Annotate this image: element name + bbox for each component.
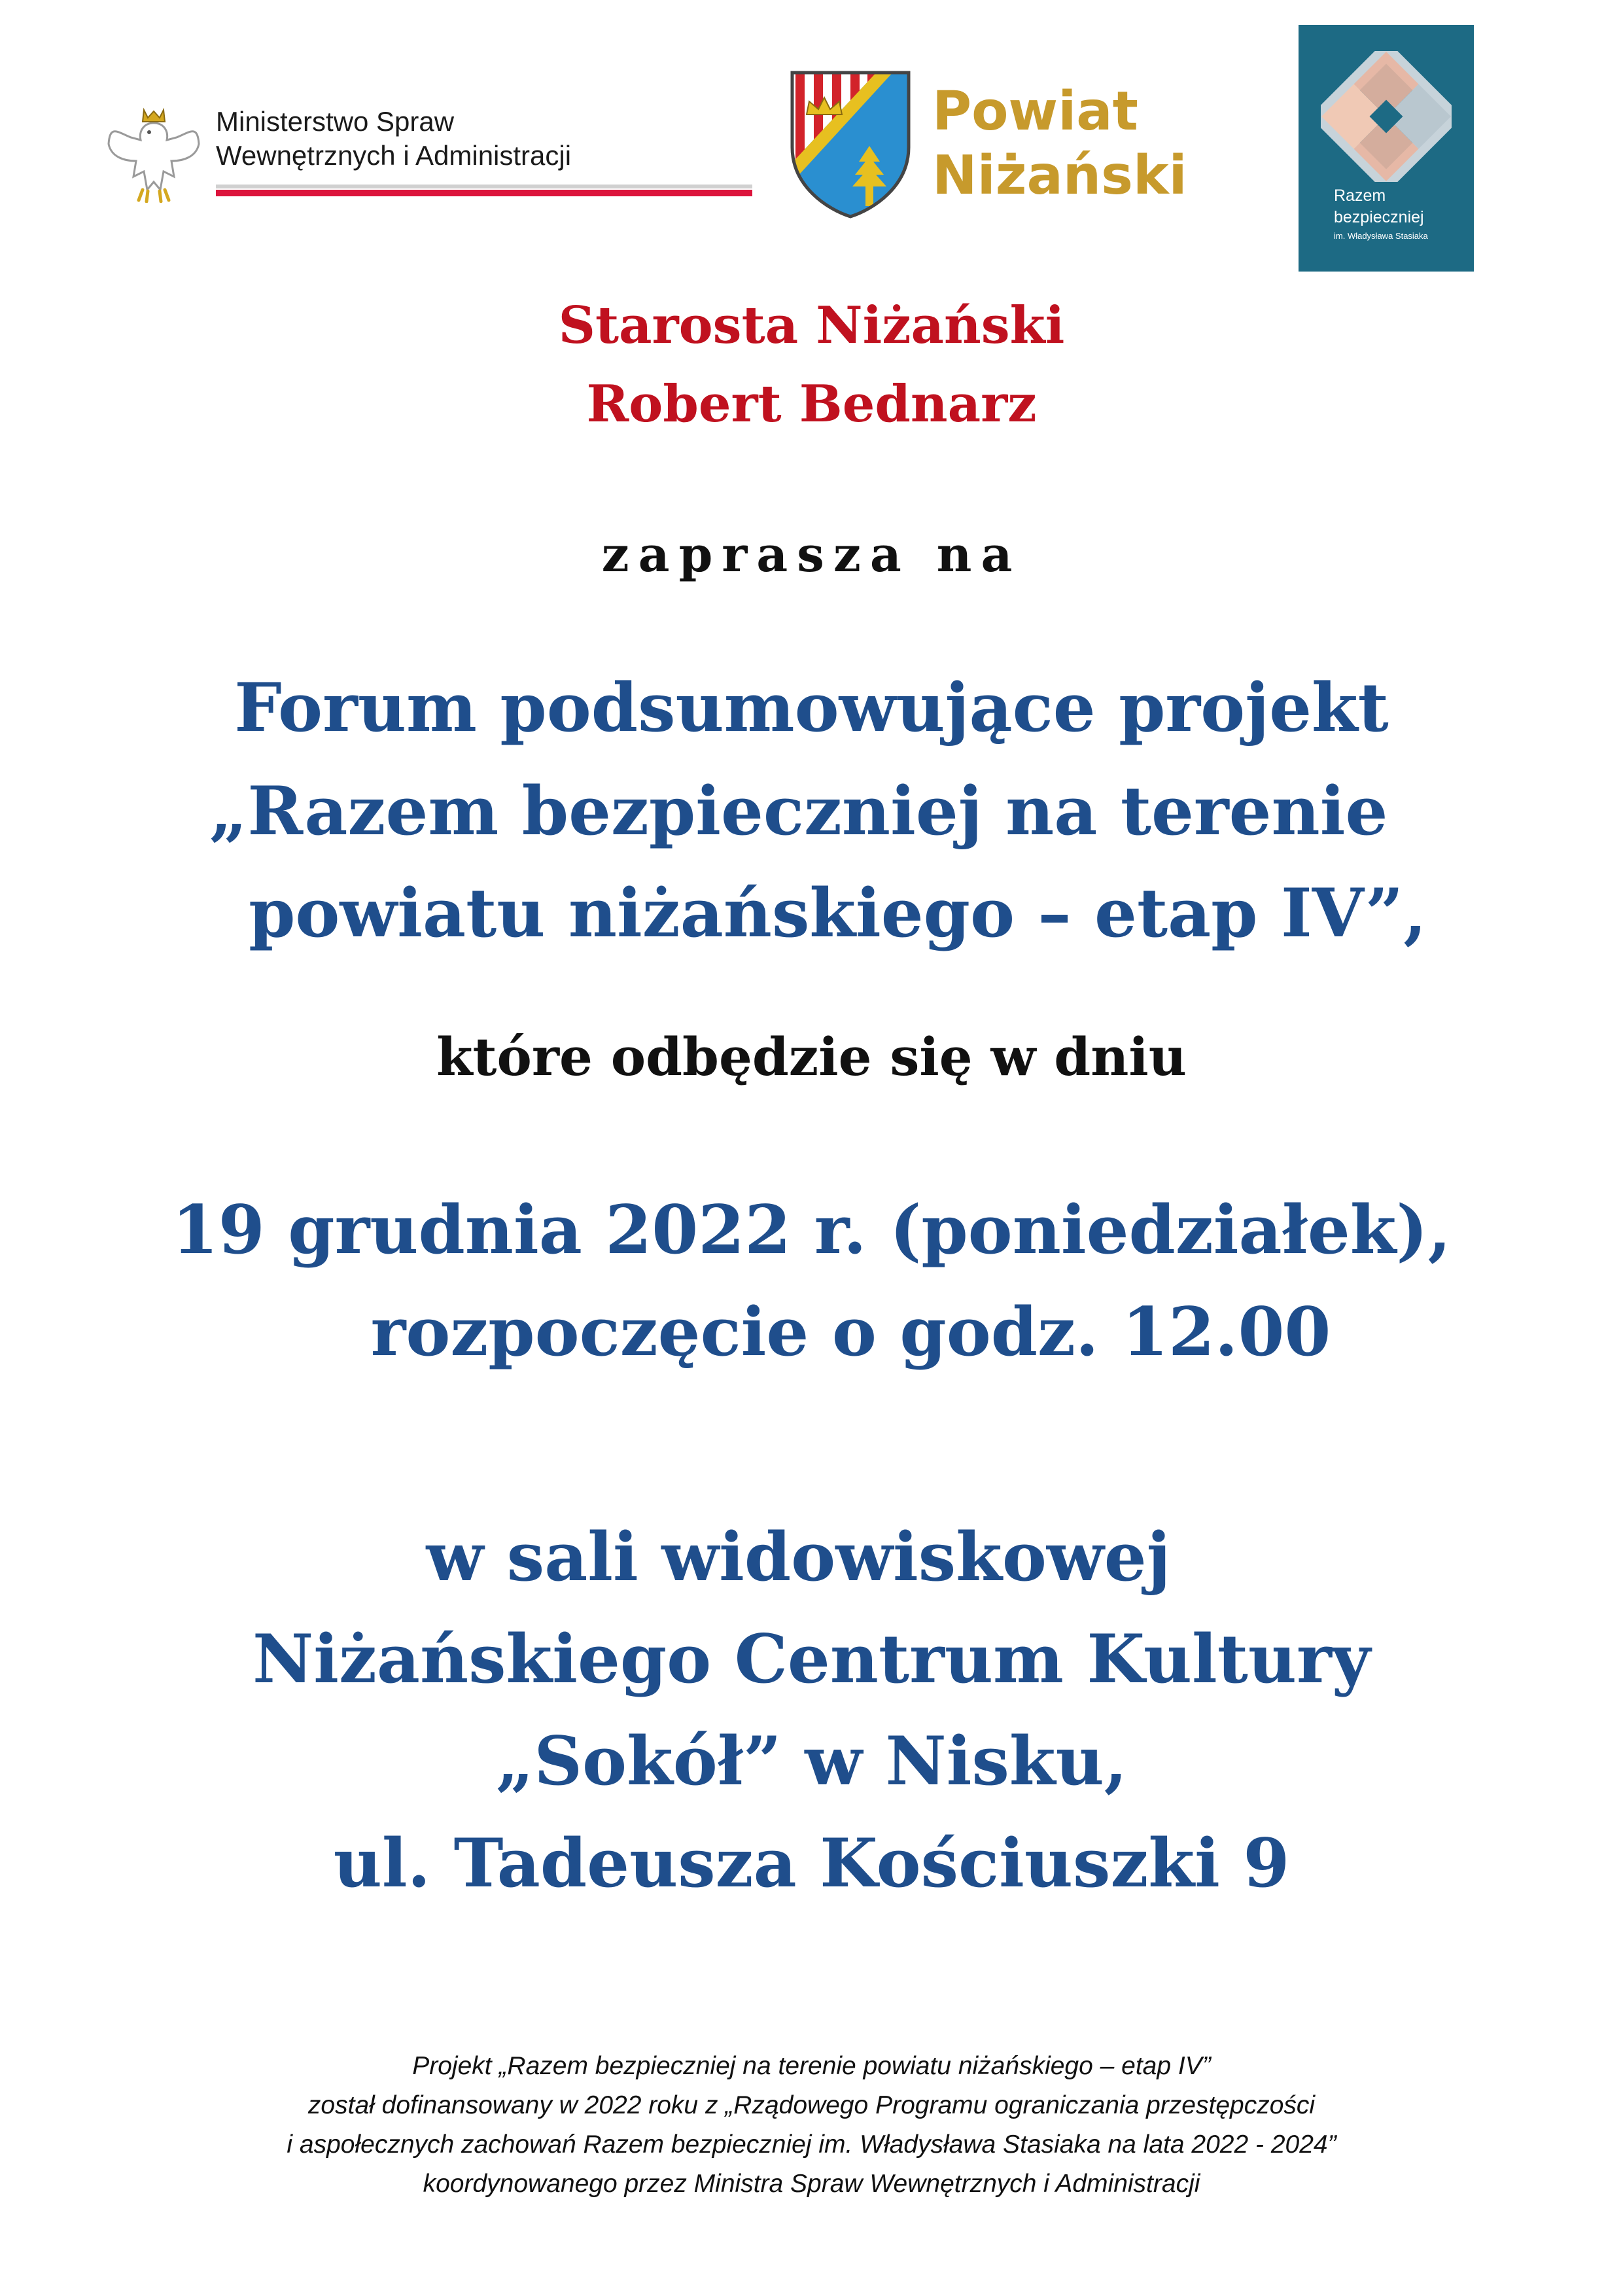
when-intro: które odbędzie się w dniu — [436, 1026, 1187, 1087]
mswia-name-line2: Wewnętrznych i Administracji — [216, 140, 572, 171]
host-title: Starosta Niżański — [558, 296, 1065, 355]
venue-line-1: w sali widowiskowej — [426, 1518, 1171, 1597]
host-name: Robert Bednarz — [586, 374, 1037, 434]
event-line-3: powiatu niżańskiego – etap IV”, — [249, 874, 1427, 953]
venue-line-3: „Sokół” w Nisku, — [495, 1722, 1128, 1801]
powiat-logo — [788, 69, 1187, 219]
event-line-1: Forum podsumowujące projekt — [234, 669, 1389, 747]
venue-line-2: Niżańskiego Centrum Kultury — [252, 1620, 1371, 1699]
powiat-word-line1: Powiat — [932, 80, 1138, 143]
razem-mark-icon — [1321, 51, 1452, 182]
flag-bar-red — [216, 190, 752, 196]
footer-line-1: Projekt „Razem bezpieczniej na terenie powiatu niżańskiego – etap IV” — [412, 2052, 1211, 2080]
razem-name-line2: bezpieczniej — [1334, 208, 1424, 226]
powiat-word-line2: Niżański — [932, 145, 1187, 207]
crest-icon — [788, 69, 913, 219]
razem-bezpieczniej-logo — [1299, 25, 1474, 272]
razem-name-line3: im. Władysława Stasiaka — [1334, 231, 1428, 241]
footer-line-4: koordynowanego przez Ministra Spraw Wewnętrznych i Administracji — [423, 2170, 1200, 2198]
invites-text: zaprasza na — [601, 527, 1022, 583]
mswia-name-line1: Ministerstwo Spraw — [216, 106, 455, 137]
event-line-2: „Razem bezpieczniej na terenie — [209, 772, 1388, 851]
venue-line-4: ul. Tadeusza Kościuszki 9 — [333, 1824, 1290, 1903]
date-line-2: rozpoczęcie o godz. 12.00 — [370, 1293, 1331, 1371]
razem-name-line1: Razem — [1334, 186, 1386, 205]
footer-line-3: i aspołecznych zachowań Razem bezpieczniej im. Władysława Stasiaka na lata 2022 - 2024” — [287, 2130, 1336, 2159]
date-line-1: 19 grudnia 2022 r. (poniedziałek), — [171, 1191, 1452, 1269]
mswia-logo — [105, 98, 654, 209]
flag-bar-white — [216, 185, 752, 188]
eagle-icon — [105, 98, 203, 203]
footer-line-2: został dofinansowany w 2022 roku z „Rządowego Programu ograniczania przestępczości — [307, 2091, 1316, 2119]
